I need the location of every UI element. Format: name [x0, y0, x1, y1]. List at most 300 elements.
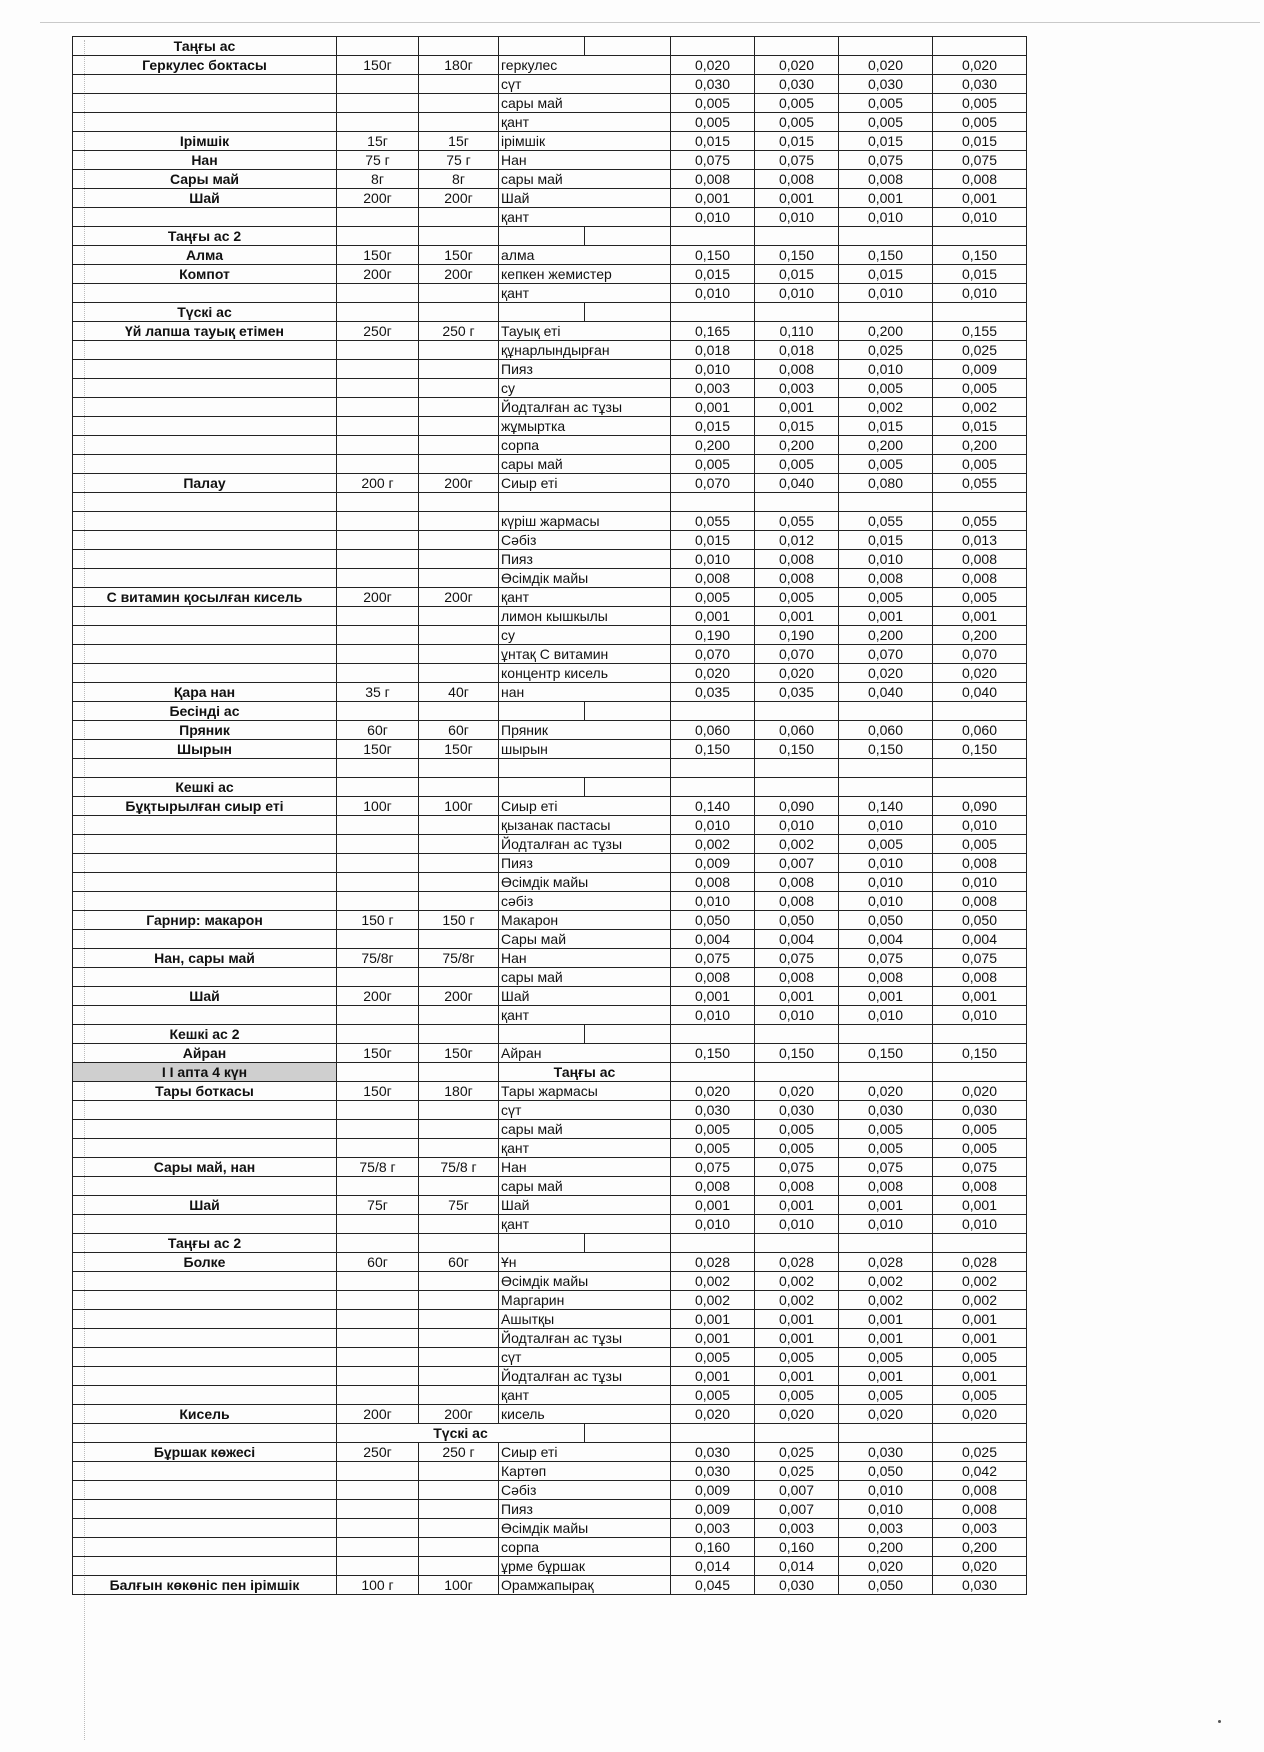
- ingredient-quantity: 0,030: [671, 1101, 755, 1120]
- ingredient-quantity: 0,190: [671, 626, 755, 645]
- table-row: [73, 1386, 1027, 1405]
- dish-name: [73, 1120, 337, 1139]
- empty-cell: [499, 227, 585, 246]
- table-row: [73, 1234, 1027, 1253]
- ingredient-quantity: 0,075: [839, 1158, 933, 1177]
- ingredient-quantity: 0,003: [755, 379, 839, 398]
- portion-weight-1: 150г: [337, 246, 419, 265]
- empty-cell: [499, 1025, 585, 1044]
- portion-weight-1: [337, 968, 419, 987]
- ingredient-quantity: 0,004: [933, 930, 1027, 949]
- ingredient-quantity: 0,001: [755, 398, 839, 417]
- ingredient-name: Пияз: [499, 550, 671, 569]
- portion-weight-2: 200г: [419, 189, 499, 208]
- portion-weight-2: 100г: [419, 1576, 499, 1595]
- ingredient-quantity: 0,050: [671, 911, 755, 930]
- ingredient-name: су: [499, 379, 671, 398]
- ingredient-quantity: 0,008: [755, 569, 839, 588]
- ingredient-name: Сәбіз: [499, 1481, 671, 1500]
- portion-weight-1: 200г: [337, 265, 419, 284]
- dish-name: [73, 1329, 337, 1348]
- ingredient-quantity: 0,040: [933, 683, 1027, 702]
- portion-weight-2: [419, 113, 499, 132]
- ingredient-name: сары май: [499, 1177, 671, 1196]
- dish-name: Сары май: [73, 170, 337, 189]
- ingredient-quantity: 0,150: [755, 740, 839, 759]
- portion-weight-1: [337, 1462, 419, 1481]
- dish-name: [73, 379, 337, 398]
- table-row: [73, 911, 1027, 930]
- portion-weight-2: 75/8 г: [419, 1158, 499, 1177]
- dish-name: [73, 360, 337, 379]
- ingredient-quantity: 0,015: [839, 132, 933, 151]
- table-row: [73, 1348, 1027, 1367]
- portion-weight-2: 40г: [419, 683, 499, 702]
- ingredient-quantity: 0,018: [755, 341, 839, 360]
- table-row: [73, 1405, 1027, 1424]
- portion-weight-2: [419, 341, 499, 360]
- portion-weight-2: [419, 493, 499, 512]
- ingredient-name: ірімшік: [499, 132, 671, 151]
- ingredient-quantity: 0,001: [671, 1367, 755, 1386]
- dish-name: Тары боткасы: [73, 1082, 337, 1101]
- ingredient-quantity: 0,005: [755, 588, 839, 607]
- empty-cell: [755, 303, 839, 322]
- ingredient-quantity: 0,001: [839, 189, 933, 208]
- dish-name: [73, 417, 337, 436]
- ingredient-quantity: 0,001: [755, 1310, 839, 1329]
- ingredient-quantity: 0,008: [755, 968, 839, 987]
- dish-name: [73, 1386, 337, 1405]
- portion-weight-1: [337, 607, 419, 626]
- table-row: [73, 1538, 1027, 1557]
- table-row: [73, 1120, 1027, 1139]
- table-row: [73, 360, 1027, 379]
- portion-weight-2: [419, 75, 499, 94]
- table-row: [73, 1006, 1027, 1025]
- portion-weight-2: [419, 1139, 499, 1158]
- portion-weight-2: [419, 892, 499, 911]
- ingredient-quantity: 0,165: [671, 322, 755, 341]
- ingredient-quantity: 0,010: [671, 892, 755, 911]
- ingredient-quantity: 0,013: [933, 531, 1027, 550]
- ingredient-quantity: 0,030: [933, 1576, 1027, 1595]
- portion-weight-2: 250 г: [419, 322, 499, 341]
- ingredient-quantity: 0,014: [755, 1557, 839, 1576]
- dish-name: [73, 1519, 337, 1538]
- empty-cell: [419, 702, 499, 721]
- portion-weight-2: 150 г: [419, 911, 499, 930]
- portion-weight-2: 75/8г: [419, 949, 499, 968]
- ingredient-quantity: 0,020: [839, 1082, 933, 1101]
- dish-name: Бұршак көжесі: [73, 1443, 337, 1462]
- ingredient-quantity: 0,030: [933, 75, 1027, 94]
- ingredient-quantity: 0,005: [839, 455, 933, 474]
- empty-cell: [671, 702, 755, 721]
- portion-weight-2: [419, 436, 499, 455]
- ingredient-quantity: 0,005: [933, 588, 1027, 607]
- ingredient-name: Айран: [499, 1044, 671, 1063]
- dish-name: [73, 1215, 337, 1234]
- portion-weight-1: [337, 455, 419, 474]
- empty-cell: [419, 1025, 499, 1044]
- ingredient-quantity: 0,140: [839, 797, 933, 816]
- ingredient-quantity: 0,005: [671, 588, 755, 607]
- dish-name: [73, 1101, 337, 1120]
- ingredient-name: Маргарин: [499, 1291, 671, 1310]
- portion-weight-1: [337, 436, 419, 455]
- portion-weight-1: [337, 1329, 419, 1348]
- dish-name: [73, 607, 337, 626]
- ingredient-quantity: 0,020: [933, 56, 1027, 75]
- ingredient-quantity: 0,002: [933, 1291, 1027, 1310]
- ingredient-quantity: 0,030: [839, 1101, 933, 1120]
- empty-cell: [419, 303, 499, 322]
- ingredient-quantity: 0,020: [839, 56, 933, 75]
- ingredient-name: Сиыр еті: [499, 474, 671, 493]
- portion-weight-1: [337, 75, 419, 94]
- portion-weight-2: [419, 873, 499, 892]
- table-row: [73, 1576, 1027, 1595]
- portion-weight-1: 150 г: [337, 911, 419, 930]
- ingredient-name: [499, 759, 671, 778]
- ingredient-quantity: 0,003: [671, 1519, 755, 1538]
- portion-weight-2: [419, 1272, 499, 1291]
- ingredient-quantity: 0,015: [839, 265, 933, 284]
- dish-name: [73, 512, 337, 531]
- ingredient-name: Сиыр еті: [499, 797, 671, 816]
- ingredient-quantity: 0,008: [755, 1177, 839, 1196]
- ingredient-quantity: 0,003: [671, 379, 755, 398]
- ingredient-quantity: 0,070: [839, 645, 933, 664]
- dish-name: [73, 569, 337, 588]
- portion-weight-2: 250 г: [419, 1443, 499, 1462]
- ingredient-quantity: 0,014: [671, 1557, 755, 1576]
- ingredient-quantity: 0,010: [755, 208, 839, 227]
- ingredient-quantity: 0,010: [839, 854, 933, 873]
- ingredient-quantity: 0,150: [755, 246, 839, 265]
- ingredient-quantity: 0,003: [933, 1519, 1027, 1538]
- ingredient-quantity: 0,030: [671, 1443, 755, 1462]
- ingredient-quantity: 0,001: [933, 1329, 1027, 1348]
- portion-weight-2: 150г: [419, 1044, 499, 1063]
- ingredient-quantity: 0,010: [839, 1500, 933, 1519]
- ingredient-quantity: 0,160: [755, 1538, 839, 1557]
- ingredient-quantity: 0,025: [933, 341, 1027, 360]
- ingredient-quantity: 0,008: [755, 873, 839, 892]
- ingredient-quantity: 0,005: [755, 1386, 839, 1405]
- portion-weight-1: 250г: [337, 322, 419, 341]
- dish-name: [73, 1367, 337, 1386]
- ingredient-quantity: 0,040: [755, 474, 839, 493]
- portion-weight-1: [337, 1386, 419, 1405]
- ingredient-quantity: 0,004: [755, 930, 839, 949]
- portion-weight-2: [419, 1063, 499, 1082]
- portion-weight-1: 75/8г: [337, 949, 419, 968]
- portion-weight-1: [337, 417, 419, 436]
- ingredient-name: геркулес: [499, 56, 671, 75]
- ingredient-quantity: 0,030: [671, 1462, 755, 1481]
- table-row: [73, 1044, 1027, 1063]
- ingredient-quantity: 0,055: [671, 512, 755, 531]
- empty-cell: [755, 37, 839, 56]
- ingredient-quantity: 0,010: [755, 1006, 839, 1025]
- portion-weight-1: [337, 512, 419, 531]
- portion-weight-2: [419, 1367, 499, 1386]
- portion-weight-2: [419, 208, 499, 227]
- dish-name: [73, 1500, 337, 1519]
- ingredient-quantity: 0,005: [839, 113, 933, 132]
- ingredient-quantity: 0,015: [671, 132, 755, 151]
- portion-weight-2: 180г: [419, 1082, 499, 1101]
- table-row: [73, 740, 1027, 759]
- empty-cell: [585, 1025, 671, 1044]
- ingredient-quantity: 0,009: [671, 1481, 755, 1500]
- table-row: [73, 1367, 1027, 1386]
- ingredient-quantity: 0,001: [755, 1329, 839, 1348]
- ingredient-quantity: 0,150: [933, 246, 1027, 265]
- ingredient-quantity: 0,090: [755, 797, 839, 816]
- table-row: [73, 284, 1027, 303]
- portion-weight-1: [337, 341, 419, 360]
- ingredient-quantity: 0,150: [839, 740, 933, 759]
- ingredient-name: Сәбіз: [499, 531, 671, 550]
- table-row: [73, 1500, 1027, 1519]
- empty-cell: [337, 1234, 419, 1253]
- portion-weight-1: [337, 1215, 419, 1234]
- meal-section-title: Түскі ас: [73, 303, 337, 322]
- empty-cell: [755, 702, 839, 721]
- dish-name: Шай: [73, 1196, 337, 1215]
- dish-name: [73, 664, 337, 683]
- ingredient-name: су: [499, 626, 671, 645]
- portion-weight-2: [419, 664, 499, 683]
- ingredient-quantity: 0,005: [671, 1348, 755, 1367]
- portion-weight-2: [419, 835, 499, 854]
- portion-weight-2: [419, 1177, 499, 1196]
- ingredient-name: ұнтақ С витамин: [499, 645, 671, 664]
- portion-weight-2: [419, 1538, 499, 1557]
- dish-name: Қара нан: [73, 683, 337, 702]
- dish-name: [73, 1272, 337, 1291]
- portion-weight-1: [337, 531, 419, 550]
- ingredient-quantity: 0,008: [839, 1177, 933, 1196]
- empty-cell: [585, 37, 671, 56]
- ingredient-quantity: 0,150: [671, 246, 755, 265]
- ingredient-quantity: 0,020: [933, 1557, 1027, 1576]
- portion-weight-1: [337, 664, 419, 683]
- ingredient-quantity: 0,025: [755, 1462, 839, 1481]
- portion-weight-2: 200г: [419, 265, 499, 284]
- dish-name: [73, 550, 337, 569]
- dish-name: [73, 341, 337, 360]
- portion-weight-2: [419, 379, 499, 398]
- dish-name: [73, 1462, 337, 1481]
- empty-cell: [499, 778, 585, 797]
- portion-weight-2: [419, 417, 499, 436]
- ingredient-quantity: 0,075: [755, 949, 839, 968]
- ingredient-quantity: 0,075: [933, 151, 1027, 170]
- ingredient-quantity: 0,030: [671, 75, 755, 94]
- portion-weight-2: [419, 94, 499, 113]
- ingredient-quantity: 0,015: [755, 132, 839, 151]
- portion-weight-2: [419, 759, 499, 778]
- dish-name: [73, 968, 337, 987]
- ingredient-quantity: 0,002: [839, 1291, 933, 1310]
- empty-cell: [839, 1424, 933, 1443]
- ingredient-quantity: [671, 1063, 755, 1082]
- table-row: [73, 398, 1027, 417]
- dish-name: [73, 835, 337, 854]
- ingredient-quantity: 0,008: [933, 170, 1027, 189]
- table-row: [73, 189, 1027, 208]
- ingredient-name: сары май: [499, 455, 671, 474]
- table-row: [73, 1215, 1027, 1234]
- portion-weight-1: 60г: [337, 1253, 419, 1272]
- ingredient-quantity: 0,010: [755, 284, 839, 303]
- ingredient-quantity: 0,010: [839, 1215, 933, 1234]
- dish-name: [73, 94, 337, 113]
- ingredient-name: сәбіз: [499, 892, 671, 911]
- table-row: [73, 550, 1027, 569]
- portion-weight-1: 150г: [337, 740, 419, 759]
- portion-weight-1: [337, 1367, 419, 1386]
- ingredient-quantity: 0,055: [755, 512, 839, 531]
- portion-weight-2: 100г: [419, 797, 499, 816]
- empty-cell: [585, 1234, 671, 1253]
- table-row: [73, 949, 1027, 968]
- ingredient-quantity: 0,001: [839, 1196, 933, 1215]
- dish-name: Үй лапша тауық етімен: [73, 322, 337, 341]
- dish-name: [73, 455, 337, 474]
- ingredient-quantity: 0,200: [839, 436, 933, 455]
- portion-weight-2: 200г: [419, 474, 499, 493]
- ingredient-name: Ұн: [499, 1253, 671, 1272]
- ingredient-quantity: 0,070: [755, 645, 839, 664]
- empty-cell: [839, 1025, 933, 1044]
- ingredient-quantity: 0,015: [839, 417, 933, 436]
- ingredient-quantity: 0,005: [839, 94, 933, 113]
- portion-weight-2: [419, 645, 499, 664]
- table-row: [73, 227, 1027, 246]
- empty-cell: [499, 37, 585, 56]
- ingredient-quantity: 0,020: [839, 1405, 933, 1424]
- ingredient-name: Йодталған ас тұзы: [499, 398, 671, 417]
- dish-name: [73, 1481, 337, 1500]
- portion-weight-2: [419, 550, 499, 569]
- portion-weight-1: [337, 569, 419, 588]
- ingredient-quantity: 0,010: [671, 208, 755, 227]
- meal-section-title: Таңғы ас 2: [73, 227, 337, 246]
- portion-weight-2: 75 г: [419, 151, 499, 170]
- meal-section-title: Бесінді ас: [73, 702, 337, 721]
- ingredient-quantity: 0,008: [755, 550, 839, 569]
- ingredient-quantity: 0,020: [755, 664, 839, 683]
- empty-cell: [419, 1234, 499, 1253]
- ingredient-name: сары май: [499, 170, 671, 189]
- ingredient-quantity: 0,008: [933, 1177, 1027, 1196]
- ingredient-name: Нан: [499, 949, 671, 968]
- dish-name: Алма: [73, 246, 337, 265]
- ingredient-quantity: 0,007: [755, 1481, 839, 1500]
- portion-weight-1: [337, 1120, 419, 1139]
- ingredient-quantity: 0,008: [755, 892, 839, 911]
- table-row: [73, 417, 1027, 436]
- empty-cell: [671, 303, 755, 322]
- empty-cell: [73, 1424, 337, 1443]
- ingredient-name: сорпа: [499, 436, 671, 455]
- dish-name: Кисель: [73, 1405, 337, 1424]
- ingredient-quantity: [933, 759, 1027, 778]
- ingredient-quantity: 0,030: [755, 1576, 839, 1595]
- portion-weight-1: [337, 1310, 419, 1329]
- ingredient-name: сорпа: [499, 1538, 671, 1557]
- ingredient-quantity: 0,007: [755, 1500, 839, 1519]
- empty-cell: [337, 702, 419, 721]
- portion-weight-1: [337, 1272, 419, 1291]
- dish-name: [73, 645, 337, 664]
- portion-weight-2: 180г: [419, 56, 499, 75]
- empty-cell: [337, 778, 419, 797]
- dish-name: [73, 1310, 337, 1329]
- ingredient-quantity: 0,028: [839, 1253, 933, 1272]
- ingredient-quantity: 0,005: [839, 379, 933, 398]
- portion-weight-1: 200г: [337, 987, 419, 1006]
- ingredient-quantity: 0,060: [933, 721, 1027, 740]
- portion-weight-1: 35 г: [337, 683, 419, 702]
- ingredient-quantity: [671, 759, 755, 778]
- ingredient-quantity: 0,200: [755, 436, 839, 455]
- ingredient-quantity: 0,050: [839, 911, 933, 930]
- table-row: [73, 1253, 1027, 1272]
- empty-cell: [499, 303, 585, 322]
- ingredient-quantity: 0,008: [671, 968, 755, 987]
- ingredient-quantity: 0,200: [933, 436, 1027, 455]
- ingredient-quantity: 0,025: [839, 341, 933, 360]
- portion-weight-1: [337, 398, 419, 417]
- table-row: [73, 702, 1027, 721]
- empty-cell: [755, 1424, 839, 1443]
- ingredient-name: қант: [499, 1006, 671, 1025]
- ingredient-name: сары май: [499, 1120, 671, 1139]
- table-row: [73, 645, 1027, 664]
- ingredient-quantity: 0,005: [933, 455, 1027, 474]
- table-row: [73, 797, 1027, 816]
- table-row: [73, 474, 1027, 493]
- ingredient-quantity: 0,005: [671, 455, 755, 474]
- ingredient-quantity: 0,055: [933, 474, 1027, 493]
- ingredient-quantity: 0,001: [839, 1367, 933, 1386]
- ingredient-quantity: 0,008: [933, 854, 1027, 873]
- ingredient-quantity: 0,009: [671, 854, 755, 873]
- portion-weight-2: [419, 1291, 499, 1310]
- portion-weight-1: [337, 493, 419, 512]
- portion-weight-1: 100г: [337, 797, 419, 816]
- dish-name: [73, 1348, 337, 1367]
- empty-cell: [671, 227, 755, 246]
- ingredient-quantity: 0,010: [839, 360, 933, 379]
- portion-weight-1: [337, 873, 419, 892]
- ingredient-quantity: 0,075: [933, 1158, 1027, 1177]
- portion-weight-1: 15г: [337, 132, 419, 151]
- meal-section-title: Таңғы ас: [73, 37, 337, 56]
- ingredient-quantity: 0,005: [933, 379, 1027, 398]
- ingredient-quantity: 0,080: [839, 474, 933, 493]
- table-row: [73, 1101, 1027, 1120]
- empty-cell: [585, 702, 671, 721]
- ingredient-quantity: 0,010: [671, 816, 755, 835]
- portion-weight-2: 60г: [419, 1253, 499, 1272]
